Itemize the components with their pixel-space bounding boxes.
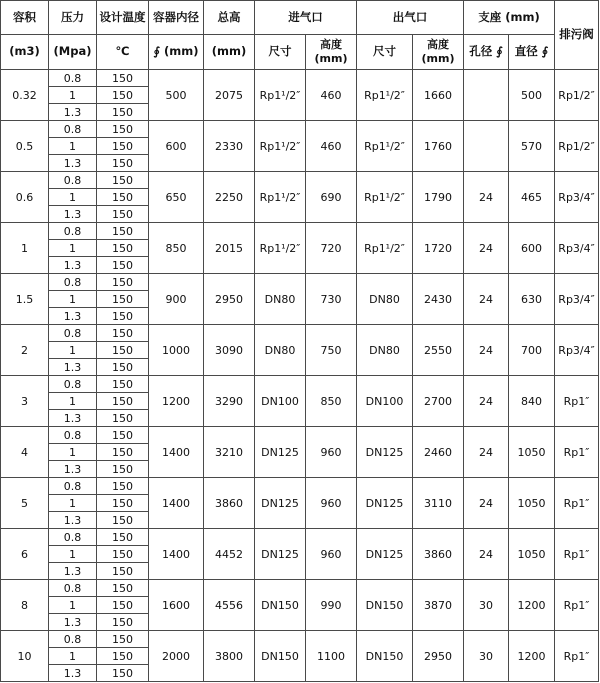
inner-diameter-cell: 1400 [149,427,204,478]
capacity-cell: 4 [1,427,49,478]
drain-valve-cell: Rp1″ [555,580,599,631]
inner-diameter-cell: 500 [149,70,204,121]
hole-diameter-cell: 24 [464,427,509,478]
pressure-cell: 1.3 [49,257,97,274]
support-diameter-cell: 700 [509,325,555,376]
drain-valve-cell: Rp1/2″ [555,70,599,121]
outlet-size-cell: DN80 [357,274,413,325]
support-diameter-cell: 1200 [509,580,555,631]
inlet-size-cell: DN150 [255,580,306,631]
temperature-cell: 150 [97,138,149,155]
outlet-height-cell: 2550 [413,325,464,376]
table-row [1,274,599,291]
inlet-height-cell: 750 [306,325,357,376]
pressure-cell: 0.8 [49,631,97,648]
temperature-cell: 150 [97,342,149,359]
header-inner-diameter: 容器内径 [149,1,204,35]
inner-diameter-cell: 900 [149,274,204,325]
pressure-cell: 1.3 [49,206,97,223]
table-row [1,70,599,87]
temperature-cell: 150 [97,155,149,172]
temperature-cell: 150 [97,563,149,580]
inlet-size-cell: Rp1¹/2″ [255,223,306,274]
header-inlet-size: 尺寸 [255,35,306,70]
temperature-cell: 150 [97,291,149,308]
support-diameter-cell: 570 [509,121,555,172]
table-row [1,223,599,240]
temperature-cell: 150 [97,240,149,257]
inlet-size-cell: DN125 [255,529,306,580]
hole-diameter-cell: 24 [464,223,509,274]
drain-valve-cell: Rp3/4″ [555,325,599,376]
table-row [1,172,599,189]
total-height-cell: 4452 [204,529,255,580]
inlet-height-cell: 690 [306,172,357,223]
total-height-cell: 2950 [204,274,255,325]
inlet-size-cell: Rp1¹/2″ [255,121,306,172]
total-height-cell: 2330 [204,121,255,172]
inlet-size-cell: DN150 [255,631,306,682]
outlet-size-cell: DN150 [357,631,413,682]
outlet-size-cell: Rp1¹/2″ [357,70,413,121]
table-row [1,631,599,648]
temperature-cell: 150 [97,665,149,682]
pressure-cell: 1.3 [49,461,97,478]
support-diameter-cell: 630 [509,274,555,325]
pressure-cell: 1.3 [49,410,97,427]
hole-diameter-cell: 24 [464,478,509,529]
outlet-size-cell: Rp1¹/2″ [357,121,413,172]
capacity-cell: 3 [1,376,49,427]
header-outlet: 出气口 [357,1,464,35]
inlet-size-cell: Rp1¹/2″ [255,70,306,121]
header-pressure-unit: (Mpa) [49,35,97,70]
capacity-cell: 10 [1,631,49,682]
hole-diameter-cell: 24 [464,325,509,376]
inner-diameter-cell: 1000 [149,325,204,376]
inlet-size-cell: DN125 [255,478,306,529]
capacity-cell: 5 [1,478,49,529]
support-diameter-cell: 1050 [509,478,555,529]
outlet-height-cell: 1790 [413,172,464,223]
hole-diameter-cell: 30 [464,580,509,631]
inner-diameter-cell: 650 [149,172,204,223]
capacity-cell: 0.6 [1,172,49,223]
table-row [1,121,599,138]
temperature-cell: 150 [97,223,149,240]
table-row [1,529,599,546]
inlet-size-cell: DN80 [255,325,306,376]
total-height-cell: 3210 [204,427,255,478]
outlet-height-cell: 1720 [413,223,464,274]
outlet-size-cell: DN80 [357,325,413,376]
hole-diameter-cell [464,121,509,172]
temperature-cell: 150 [97,172,149,189]
drain-valve-cell: Rp1″ [555,529,599,580]
hole-diameter-cell: 24 [464,274,509,325]
outlet-size-cell: Rp1¹/2″ [357,172,413,223]
capacity-cell: 8 [1,580,49,631]
header-temp-unit: ℃ [97,35,149,70]
temperature-cell: 150 [97,189,149,206]
total-height-cell: 3860 [204,478,255,529]
outlet-size-cell: DN125 [357,427,413,478]
temperature-cell: 150 [97,546,149,563]
temperature-cell: 150 [97,325,149,342]
outlet-size-cell: DN125 [357,529,413,580]
support-diameter-cell: 1050 [509,427,555,478]
inlet-height-cell: 960 [306,478,357,529]
inner-diameter-cell: 1400 [149,529,204,580]
outlet-height-cell: 2700 [413,376,464,427]
temperature-cell: 150 [97,529,149,546]
capacity-cell: 0.32 [1,70,49,121]
temperature-cell: 150 [97,87,149,104]
outlet-height-cell: 3110 [413,478,464,529]
support-diameter-cell: 840 [509,376,555,427]
header-total-height: 总高 [204,1,255,35]
temperature-cell: 150 [97,631,149,648]
inner-diameter-cell: 1200 [149,376,204,427]
drain-valve-cell: Rp3/4″ [555,223,599,274]
table-row [1,325,599,342]
pressure-cell: 1 [49,546,97,563]
temperature-cell: 150 [97,393,149,410]
temperature-cell: 150 [97,104,149,121]
drain-valve-cell: Rp3/4″ [555,172,599,223]
inlet-size-cell: DN125 [255,427,306,478]
header-outlet-size: 尺寸 [357,35,413,70]
pressure-cell: 1 [49,291,97,308]
temperature-cell: 150 [97,580,149,597]
temperature-cell: 150 [97,597,149,614]
pressure-cell: 1.3 [49,104,97,121]
hole-diameter-cell: 24 [464,376,509,427]
pressure-cell: 1 [49,342,97,359]
temperature-cell: 150 [97,427,149,444]
inner-diameter-cell: 600 [149,121,204,172]
header-height-unit: (mm) [204,35,255,70]
pressure-cell: 1 [49,444,97,461]
temperature-cell: 150 [97,376,149,393]
temperature-cell: 150 [97,121,149,138]
inner-diameter-cell: 1400 [149,478,204,529]
header-inlet-height: 高度 (mm) [306,35,357,70]
temperature-cell: 150 [97,308,149,325]
inlet-height-cell: 730 [306,274,357,325]
pressure-cell: 0.8 [49,478,97,495]
temperature-cell: 150 [97,512,149,529]
table-row [1,427,599,444]
inlet-height-cell: 460 [306,121,357,172]
inlet-height-cell: 850 [306,376,357,427]
drain-valve-cell: Rp1″ [555,631,599,682]
header-capacity-unit: (m3) [1,35,49,70]
total-height-cell: 2015 [204,223,255,274]
pressure-cell: 1.3 [49,563,97,580]
header-design-temp: 设计温度 [97,1,149,35]
pressure-cell: 1.3 [49,308,97,325]
temperature-cell: 150 [97,257,149,274]
outlet-size-cell: DN125 [357,478,413,529]
outlet-height-cell: 2950 [413,631,464,682]
pressure-cell: 1 [49,495,97,512]
capacity-cell: 0.5 [1,121,49,172]
hole-diameter-cell: 24 [464,172,509,223]
pressure-cell: 0.8 [49,223,97,240]
hole-diameter-cell [464,70,509,121]
header-inlet: 进气口 [255,1,357,35]
temperature-cell: 150 [97,648,149,665]
outlet-height-cell: 1760 [413,121,464,172]
inlet-size-cell: Rp1¹/2″ [255,172,306,223]
pressure-cell: 1.3 [49,512,97,529]
inlet-height-cell: 960 [306,427,357,478]
hole-diameter-cell: 24 [464,529,509,580]
pressure-cell: 0.8 [49,529,97,546]
inlet-height-cell: 460 [306,70,357,121]
outlet-height-cell: 2430 [413,274,464,325]
pressure-cell: 1.3 [49,359,97,376]
total-height-cell: 2250 [204,172,255,223]
inner-diameter-cell: 2000 [149,631,204,682]
pressure-cell: 0.8 [49,274,97,291]
temperature-cell: 150 [97,274,149,291]
drain-valve-cell: Rp3/4″ [555,274,599,325]
drain-valve-cell: Rp1″ [555,376,599,427]
pressure-cell: 1.3 [49,665,97,682]
pressure-cell: 0.8 [49,325,97,342]
header-support: 支座 (mm) [464,1,555,35]
header-drain-valve: 排污阀 [555,1,599,70]
temperature-cell: 150 [97,70,149,87]
outlet-height-cell: 3870 [413,580,464,631]
support-diameter-cell: 600 [509,223,555,274]
pressure-cell: 1.3 [49,614,97,631]
drain-valve-cell: Rp1″ [555,478,599,529]
support-diameter-cell: 1050 [509,529,555,580]
pressure-cell: 1 [49,138,97,155]
header-pressure: 压力 [49,1,97,35]
outlet-height-cell: 3860 [413,529,464,580]
header-support-diameter: 直径 ∮ [509,35,555,70]
temperature-cell: 150 [97,444,149,461]
total-height-cell: 3090 [204,325,255,376]
support-diameter-cell: 1200 [509,631,555,682]
capacity-cell: 1 [1,223,49,274]
header-hole-diameter: 孔径 ∮ [464,35,509,70]
pressure-cell: 1.3 [49,155,97,172]
temperature-cell: 150 [97,495,149,512]
pressure-cell: 1 [49,597,97,614]
drain-valve-cell: Rp1″ [555,427,599,478]
header-diameter-unit: ∮ (mm) [149,35,204,70]
pressure-cell: 0.8 [49,376,97,393]
inner-diameter-cell: 850 [149,223,204,274]
pressure-cell: 0.8 [49,70,97,87]
inlet-height-cell: 1100 [306,631,357,682]
inlet-size-cell: DN80 [255,274,306,325]
temperature-cell: 150 [97,614,149,631]
total-height-cell: 2075 [204,70,255,121]
inlet-height-cell: 990 [306,580,357,631]
pressure-cell: 1 [49,648,97,665]
temperature-cell: 150 [97,410,149,427]
inner-diameter-cell: 1600 [149,580,204,631]
hole-diameter-cell: 30 [464,631,509,682]
temperature-cell: 150 [97,461,149,478]
outlet-size-cell: Rp1¹/2″ [357,223,413,274]
outlet-height-cell: 1660 [413,70,464,121]
pressure-cell: 1 [49,240,97,257]
capacity-cell: 2 [1,325,49,376]
capacity-cell: 1.5 [1,274,49,325]
pressure-cell: 0.8 [49,172,97,189]
header-outlet-height: 高度 (mm) [413,35,464,70]
outlet-height-cell: 2460 [413,427,464,478]
temperature-cell: 150 [97,478,149,495]
capacity-cell: 6 [1,529,49,580]
temperature-cell: 150 [97,206,149,223]
total-height-cell: 3800 [204,631,255,682]
table-row [1,478,599,495]
outlet-size-cell: DN150 [357,580,413,631]
support-diameter-cell: 465 [509,172,555,223]
pressure-cell: 0.8 [49,427,97,444]
support-diameter-cell: 500 [509,70,555,121]
pressure-cell: 1 [49,189,97,206]
pressure-cell: 0.8 [49,121,97,138]
header-capacity: 容积 [1,1,49,35]
table-row [1,376,599,393]
inlet-height-cell: 720 [306,223,357,274]
temperature-cell: 150 [97,359,149,376]
inlet-height-cell: 960 [306,529,357,580]
inlet-size-cell: DN100 [255,376,306,427]
table-row [1,580,599,597]
total-height-cell: 3290 [204,376,255,427]
total-height-cell: 4556 [204,580,255,631]
outlet-size-cell: DN100 [357,376,413,427]
pressure-cell: 1 [49,393,97,410]
drain-valve-cell: Rp1/2″ [555,121,599,172]
pressure-cell: 1 [49,87,97,104]
pressure-cell: 0.8 [49,580,97,597]
